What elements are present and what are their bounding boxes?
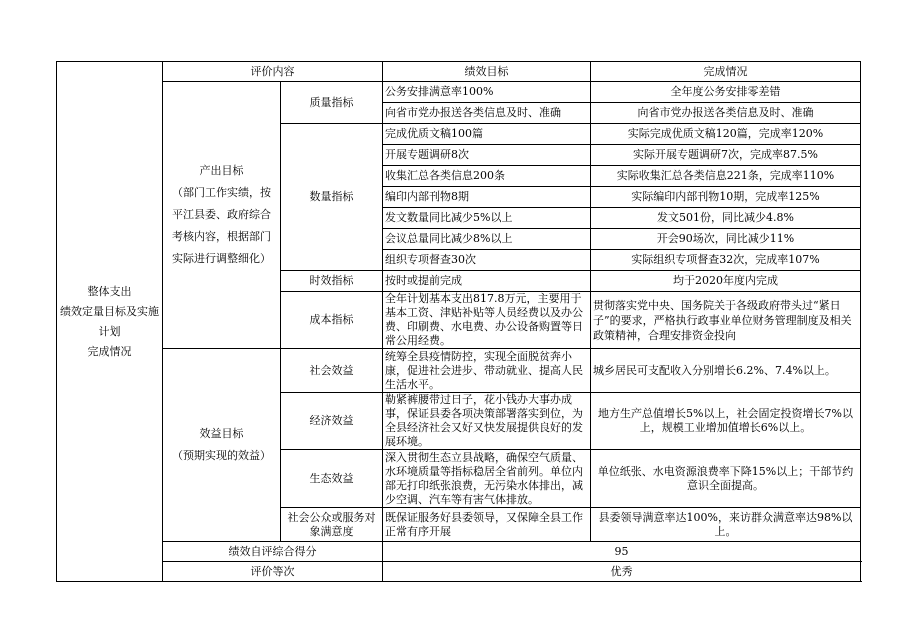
performance-table (56, 61, 861, 582)
grade-value: 优秀 (383, 562, 861, 582)
economic-result: 地方生产总值增长5%以上，社会固定投资增长7%以上，规模工业增加值增长6%以上。 (591, 393, 861, 450)
side-label-line1: 整体支出 (87, 284, 132, 298)
table-row (57, 349, 861, 393)
quantity-result-3: 实际收集汇总各类信息221条，完成率110% (591, 166, 861, 187)
ecology-target: 深入贯彻生态立县战略，确保空气质量、水环境质量等指标稳居全省前列。单位内部无打印纸张浪费，无污染水体排出，减少空调、汽车等有害气体排放。 (383, 450, 591, 508)
effect-goal-title: 效益目标 (199, 427, 244, 440)
quality-target-2: 向省市党办报送各类信息及时、准确 (383, 103, 591, 124)
timeliness-target: 按时或提前完成 (383, 271, 591, 292)
timeliness-label: 时效指标 (281, 271, 383, 292)
quantity-target-5: 发文数量同比减少5%以上 (383, 208, 591, 229)
satisfaction-target: 既保证服务好县委领导，又保障全县工作正常有序开展 (383, 508, 591, 542)
quantity-label: 数量指标 (281, 124, 383, 271)
header-content: 评价内容 (163, 62, 383, 82)
quantity-target-4: 编印内部刊物8期 (383, 187, 591, 208)
social-result: 城乡居民可支配收入分别增长6.2%、7.4%以上。 (591, 349, 861, 393)
table-row (57, 82, 861, 103)
social-label: 社会效益 (281, 349, 383, 393)
quality-result-1: 全年度公务安排零差错 (591, 82, 861, 103)
quantity-target-6: 会议总量同比减少8%以上 (383, 229, 591, 250)
side-label-line2: 绩效定量目标及实施 (60, 304, 159, 318)
social-target: 统筹全县疫情防控，实现全面脱贫奔小康，促进社会进步、带动就业、提高人民生活水平。 (383, 349, 591, 393)
cost-result: 贯彻落实党中央、国务院关于各级政府带头过“紧日子”的要求，严格执行政事业单位财务管理制度及相关政策精神，合理安排资金投向 (591, 292, 861, 349)
quality-result-2: 向省市党办报送各类信息及时、准确 (591, 103, 861, 124)
quality-label: 质量指标 (281, 82, 383, 124)
quantity-result-7: 实际组织专项督查32次，完成率107% (591, 250, 861, 271)
cost-target: 全年计划基本支出817.8万元，主要用于基本工资、津贴补贴等人员经费以及办公费、印刷费、水电费、办公设备购置等日常公用经费。 (383, 292, 591, 349)
grade-row (57, 562, 861, 582)
quantity-target-3: 收集汇总各类信息200条 (383, 166, 591, 187)
output-goal-title: 产出目标 (199, 164, 244, 177)
grade-label: 评价等次 (163, 562, 383, 582)
ecology-label: 生态效益 (281, 450, 383, 508)
quantity-target-7: 组织专项督查30次 (383, 250, 591, 271)
output-goal-desc: （部门工作实绩，按平江县委、政府综合考核内容，根据部门实际进行调整细化） (172, 186, 271, 265)
header-target: 绩效目标 (383, 62, 591, 82)
table-header-row (57, 62, 861, 82)
side-label-line4: 完成情况 (87, 344, 132, 358)
quantity-result-5: 发文501份，同比减少4.8% (591, 208, 861, 229)
score-label: 绩效自评综合得分 (163, 542, 383, 562)
side-label-cell (57, 62, 163, 582)
quantity-target-1: 完成优质文稿100篇 (383, 124, 591, 145)
side-label-line3: 计划 (98, 324, 121, 338)
quantity-result-6: 开会90场次，同比减少11% (591, 229, 861, 250)
score-value: 95 (383, 542, 861, 562)
satisfaction-label: 社会公众或服务对象满意度 (281, 508, 383, 542)
quantity-target-2: 开展专题调研8次 (383, 145, 591, 166)
cost-label: 成本指标 (281, 292, 383, 349)
ecology-result: 单位纸张、水电资源浪费率下降15%以上；干部节约意识全面提高。 (591, 450, 861, 508)
score-row (57, 542, 861, 562)
quality-target-1: 公务安排满意率100% (383, 82, 591, 103)
effect-goal-desc: （预期实现的效益） (172, 449, 271, 462)
quantity-result-2: 实际开展专题调研7次，完成率87.5% (591, 145, 861, 166)
quantity-result-4: 实际编印内部刊物10期，完成率125% (591, 187, 861, 208)
effect-goal-cell (163, 349, 281, 542)
satisfaction-result: 县委领导满意率达100%，来访群众满意率达98%以上。 (591, 508, 861, 542)
timeliness-result: 均于2020年度内完成 (591, 271, 861, 292)
economic-target: 勒紧裤腰带过日子，花小钱办大事办成事，保证县委各项决策部署落实到位，为全县经济社会又好又快发展提供良好的发展环境。 (383, 393, 591, 450)
header-completion: 完成情况 (591, 62, 861, 82)
output-goal-cell (163, 82, 281, 349)
quantity-result-1: 实际完成优质文稿120篇，完成率120% (591, 124, 861, 145)
economic-label: 经济效益 (281, 393, 383, 450)
